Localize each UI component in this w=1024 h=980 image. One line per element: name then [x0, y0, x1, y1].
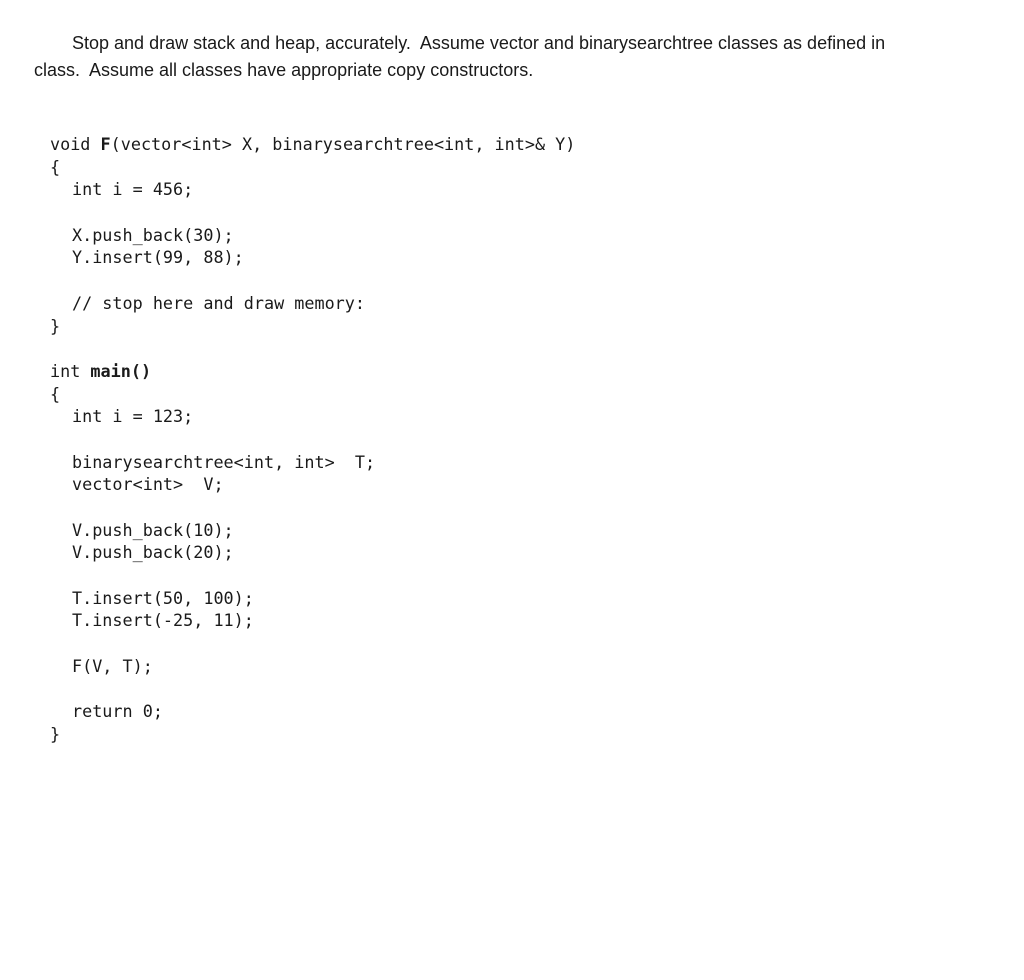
instructions-line-1: Stop and draw stack and heap, accurately. Assume vector and binarysearchtree classes as defined in [72, 33, 886, 53]
f-signature [50, 133, 575, 156]
blank-line [50, 496, 575, 519]
instructions-line-2: class. Assume all classes have appropriate copy constructors. [34, 60, 534, 80]
f-stop-comment: // stop here and draw memory: [72, 292, 365, 313]
blank-line [50, 564, 575, 587]
main-line-insert-neg25: T.insert(-25, 11); [72, 610, 254, 631]
f-open-brace: { [50, 156, 61, 177]
f-line-int-i: int i = 456; [72, 179, 194, 200]
f-parameters: (vector<int> X, binarysearchtree<int, int>& Y) [110, 134, 576, 154]
main-line-int-i: int i = 123; [72, 406, 194, 427]
f-line-push-back: X.push_back(30); [72, 224, 234, 245]
blank-line [50, 337, 575, 360]
main-line-vector-decl: vector<int> V; [72, 474, 224, 495]
main-line-return: return 0; [72, 701, 163, 722]
f-close-brace: } [50, 315, 61, 336]
main-line-insert-50: T.insert(50, 100); [72, 587, 254, 608]
f-function-name: F [100, 134, 111, 154]
blank-line [50, 678, 575, 701]
main-return-type: int [50, 360, 91, 381]
main-line-push-20: V.push_back(20); [72, 542, 234, 563]
main-open-brace: { [50, 383, 61, 404]
blank-line [50, 269, 575, 292]
instructions-paragraph [34, 30, 994, 84]
main-signature [50, 360, 575, 383]
blank-line [50, 428, 575, 451]
main-line-call-f: F(V, T); [72, 655, 153, 676]
code-block [50, 133, 575, 746]
main-function-name: main() [90, 360, 152, 381]
blank-line [50, 201, 575, 224]
f-return-type: void [50, 134, 101, 154]
f-line-insert: Y.insert(99, 88); [72, 247, 244, 268]
main-line-tree-decl: binarysearchtree<int, int> T; [72, 451, 376, 472]
main-line-push-10: V.push_back(10); [72, 519, 234, 540]
blank-line [50, 632, 575, 655]
main-close-brace: } [50, 723, 61, 744]
